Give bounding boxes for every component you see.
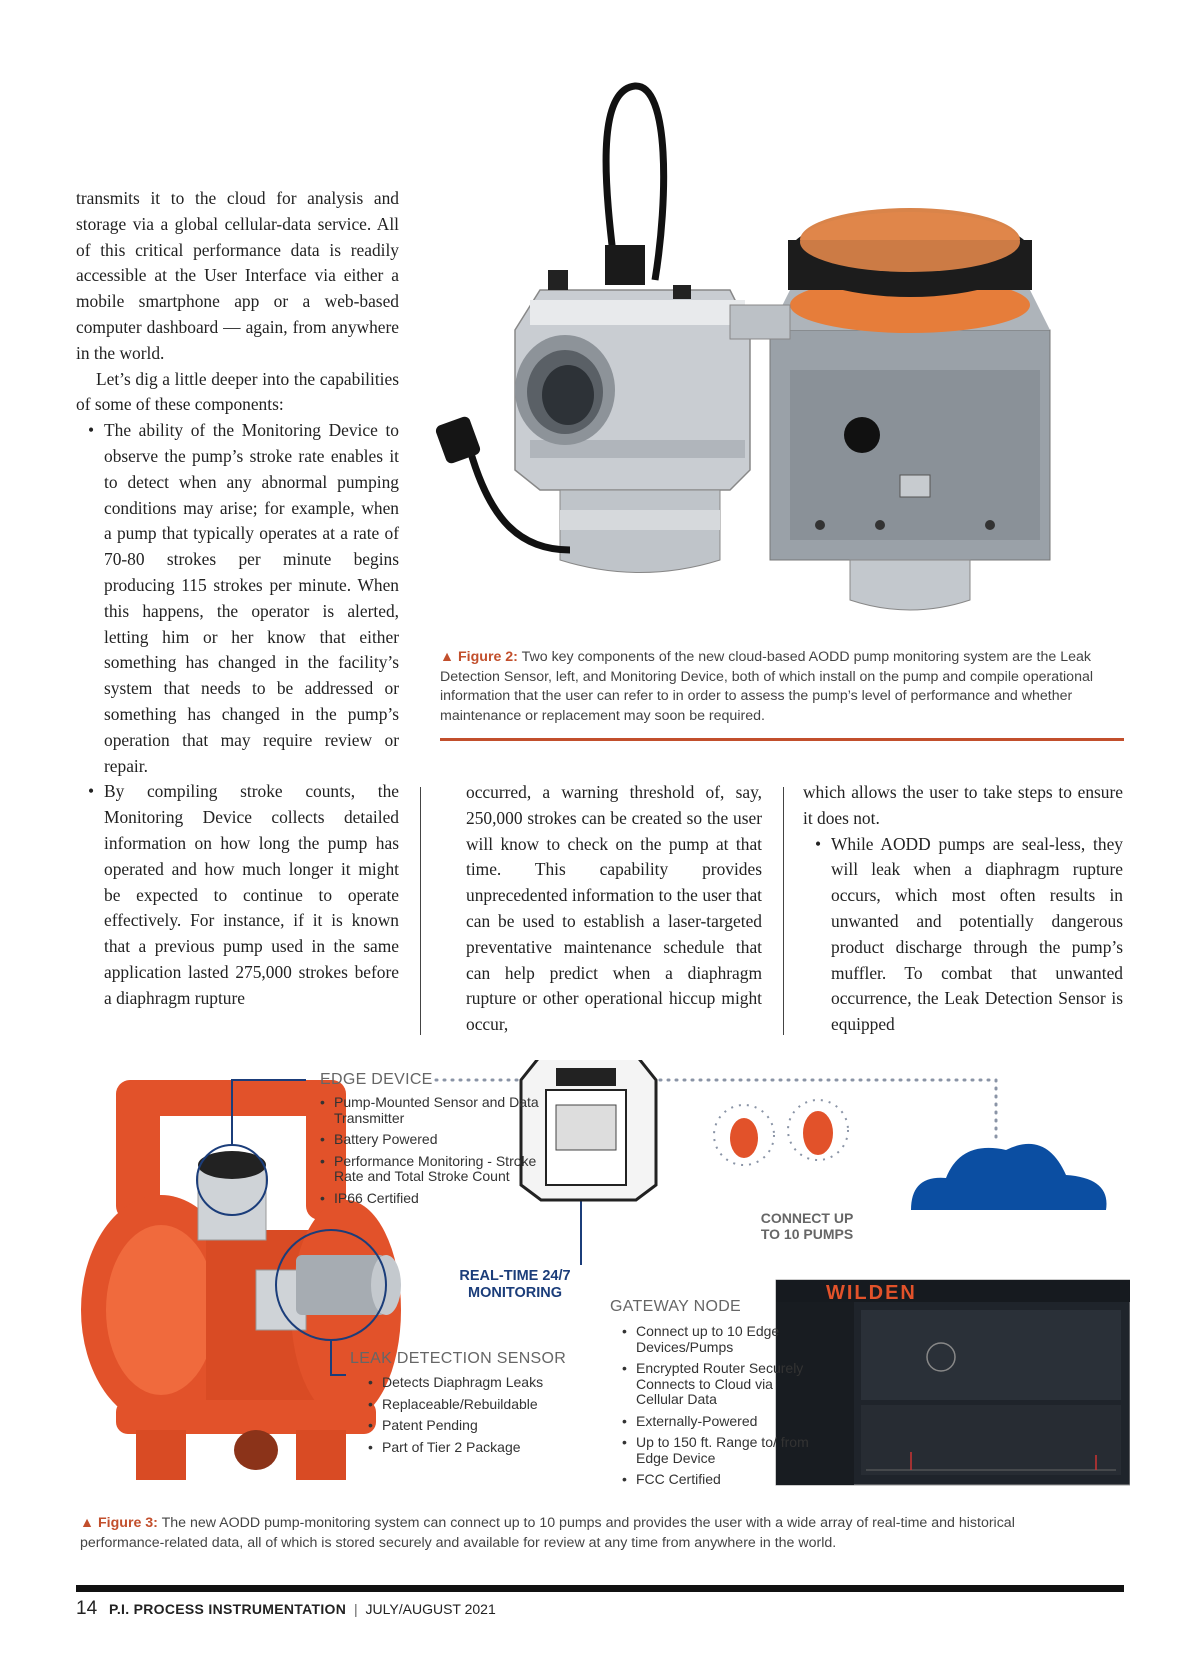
leak-detection-sensor — [515, 245, 750, 573]
leak-sensor-title: LEAK DETECTION SENSOR — [350, 1350, 567, 1367]
bullet-stroke-counts: • By compiling stroke counts, the Monitoring Device collects detailed information on how long the pump has operated and how much longer it might be expected to continue to operate effectively. For instance, if it is known that a previous pump used in the same application lasted 275,000 strokes before a diaphragm rupture — [76, 779, 399, 1011]
connect-pumps-label: CONNECT UP TO 10 PUMPS — [760, 1210, 854, 1242]
column-divider-2 — [783, 787, 784, 1035]
figure3-infographic — [76, 1060, 1130, 1500]
figure3-caption — [80, 1514, 1040, 1553]
right-column — [803, 780, 1123, 1038]
edge-item: • Performance Monitoring - Stroke Rate and Total Stroke Count — [320, 1154, 560, 1185]
figure3-caption-text: The new AODD pump-monitoring system can connect up to 10 pumps and provides the user with a wide array of real-time and historical performance-related data, all of which is stored securely and available for review at any time from anywhere in the world. — [80, 1515, 1015, 1551]
paragraph-1: transmits it to the cloud for analysis and storage via a global cellular-data service. All of this critical performance data is readily accessible at the User Interface via either a mobile smartphone app or a web-based computer dashboard — again, from anywhere in the world. — [76, 188, 399, 363]
paragraph-2: Let’s dig a little deeper into the capabilities of some of these components: — [76, 368, 399, 415]
connected-pumps-image — [714, 1100, 848, 1165]
leak-sensor-block — [350, 1350, 595, 1461]
gateway-block — [610, 1298, 810, 1494]
gateway-list — [622, 1324, 810, 1488]
edge-item: • Battery Powered — [320, 1132, 560, 1148]
issue-date: JULY/AUGUST 2021 — [365, 1601, 496, 1617]
gateway-item: • Externally-Powered — [622, 1414, 810, 1430]
figure2-caption-text: Two key components of the new cloud-based AODD pump monitoring system are the Leak Detection Sensor, left, and Monitoring Device, both of which install on the pump and compile operational information that the user can refer to in order to assess the pump’s level of performance and whether maintenance or replacement may soon be required. — [440, 649, 1094, 724]
dashboard-screenshot — [776, 1280, 1130, 1485]
leak-item: • Patent Pending — [368, 1418, 595, 1434]
leak-item: • Replaceable/Rebuildable — [368, 1397, 595, 1413]
footer-bar — [76, 1585, 1124, 1592]
magazine-title: P.I. PROCESS INSTRUMENTATION — [109, 1601, 347, 1617]
cloud-icon — [911, 1144, 1107, 1210]
bullet-leak: • While AODD pumps are seal-less, they will leak when a diaphragm rupture occurs, which most often results in unwanted and potentially dangerous product discharge through the pump’s muffler. To combat that unwanted occurrence, the Leak Detection Sensor is equipped — [803, 832, 1123, 1038]
caption-triangle-icon: ▲ — [80, 1515, 95, 1531]
edge-item: • Pump-Mounted Sensor and Data Transmitter — [320, 1095, 560, 1126]
gateway-item: • FCC Certified — [622, 1472, 810, 1488]
figure3-label: Figure 3: — [98, 1515, 158, 1531]
figure2-caption — [440, 648, 1120, 726]
figure2-photo — [430, 80, 1130, 640]
figure2-label: Figure 2: — [458, 649, 518, 665]
wilden-logo: WILDEN — [826, 1282, 917, 1304]
page-number: 14 — [76, 1598, 98, 1619]
gateway-title: GATEWAY NODE — [610, 1298, 742, 1315]
leak-item: • Part of Tier 2 Package — [368, 1440, 595, 1456]
edge-device-list — [320, 1095, 560, 1206]
right-paragraph: which allows the user to take steps to ensure it does not. — [803, 782, 1123, 828]
gateway-item: • Encrypted Router Securely Connects to Cloud via Cellular Data — [622, 1361, 810, 1408]
realtime-monitoring-label: REAL-TIME 24/7 MONITORING — [459, 1268, 571, 1301]
bullet-stroke-rate: • The ability of the Monitoring Device to observe the pump’s stroke rate enables it to detect when any abnormal pumping conditions may arise; for example, when a pump that typically operates at a rate of 70-80 strokes per minute begins producing 115 strokes per minute. When this happens, the operator is alerted, letting him or her know that either something has changed in the facility’s system that needs to be addressed or something has changed in the pump’s operation that may require review or repair. — [76, 418, 399, 779]
middle-column: occurred, a warning threshold of, say, 250,000 strokes can be created so the user will know to check on the pump at that time. This capability provides unprecedented information to the user that can be used to establish a laser-targeted preventative maintenance schedule that can help predict when a diaphragm rupture or other operational hiccup might occur, — [466, 782, 762, 1035]
leak-item: • Detects Diaphragm Leaks — [368, 1375, 595, 1391]
right-bullet-list — [803, 832, 1123, 1038]
bullet-list — [76, 418, 399, 1011]
edge-device-title: EDGE DEVICE — [320, 1071, 433, 1088]
footer — [76, 1598, 496, 1620]
footer-separator: | — [354, 1601, 358, 1617]
gateway-item: • Up to 150 ft. Range to/ from Edge Device — [622, 1435, 810, 1466]
left-column — [76, 186, 399, 1012]
figure2-divider — [440, 738, 1124, 741]
edge-item: • IP66 Certified — [320, 1191, 560, 1207]
caption-triangle-icon: ▲ — [440, 649, 455, 665]
monitoring-device — [770, 208, 1050, 610]
edge-device-block — [320, 1071, 560, 1212]
leak-sensor-list — [368, 1375, 595, 1455]
column-divider-1 — [420, 787, 421, 1035]
gateway-item: • Connect up to 10 Edge Devices/Pumps — [622, 1324, 810, 1355]
